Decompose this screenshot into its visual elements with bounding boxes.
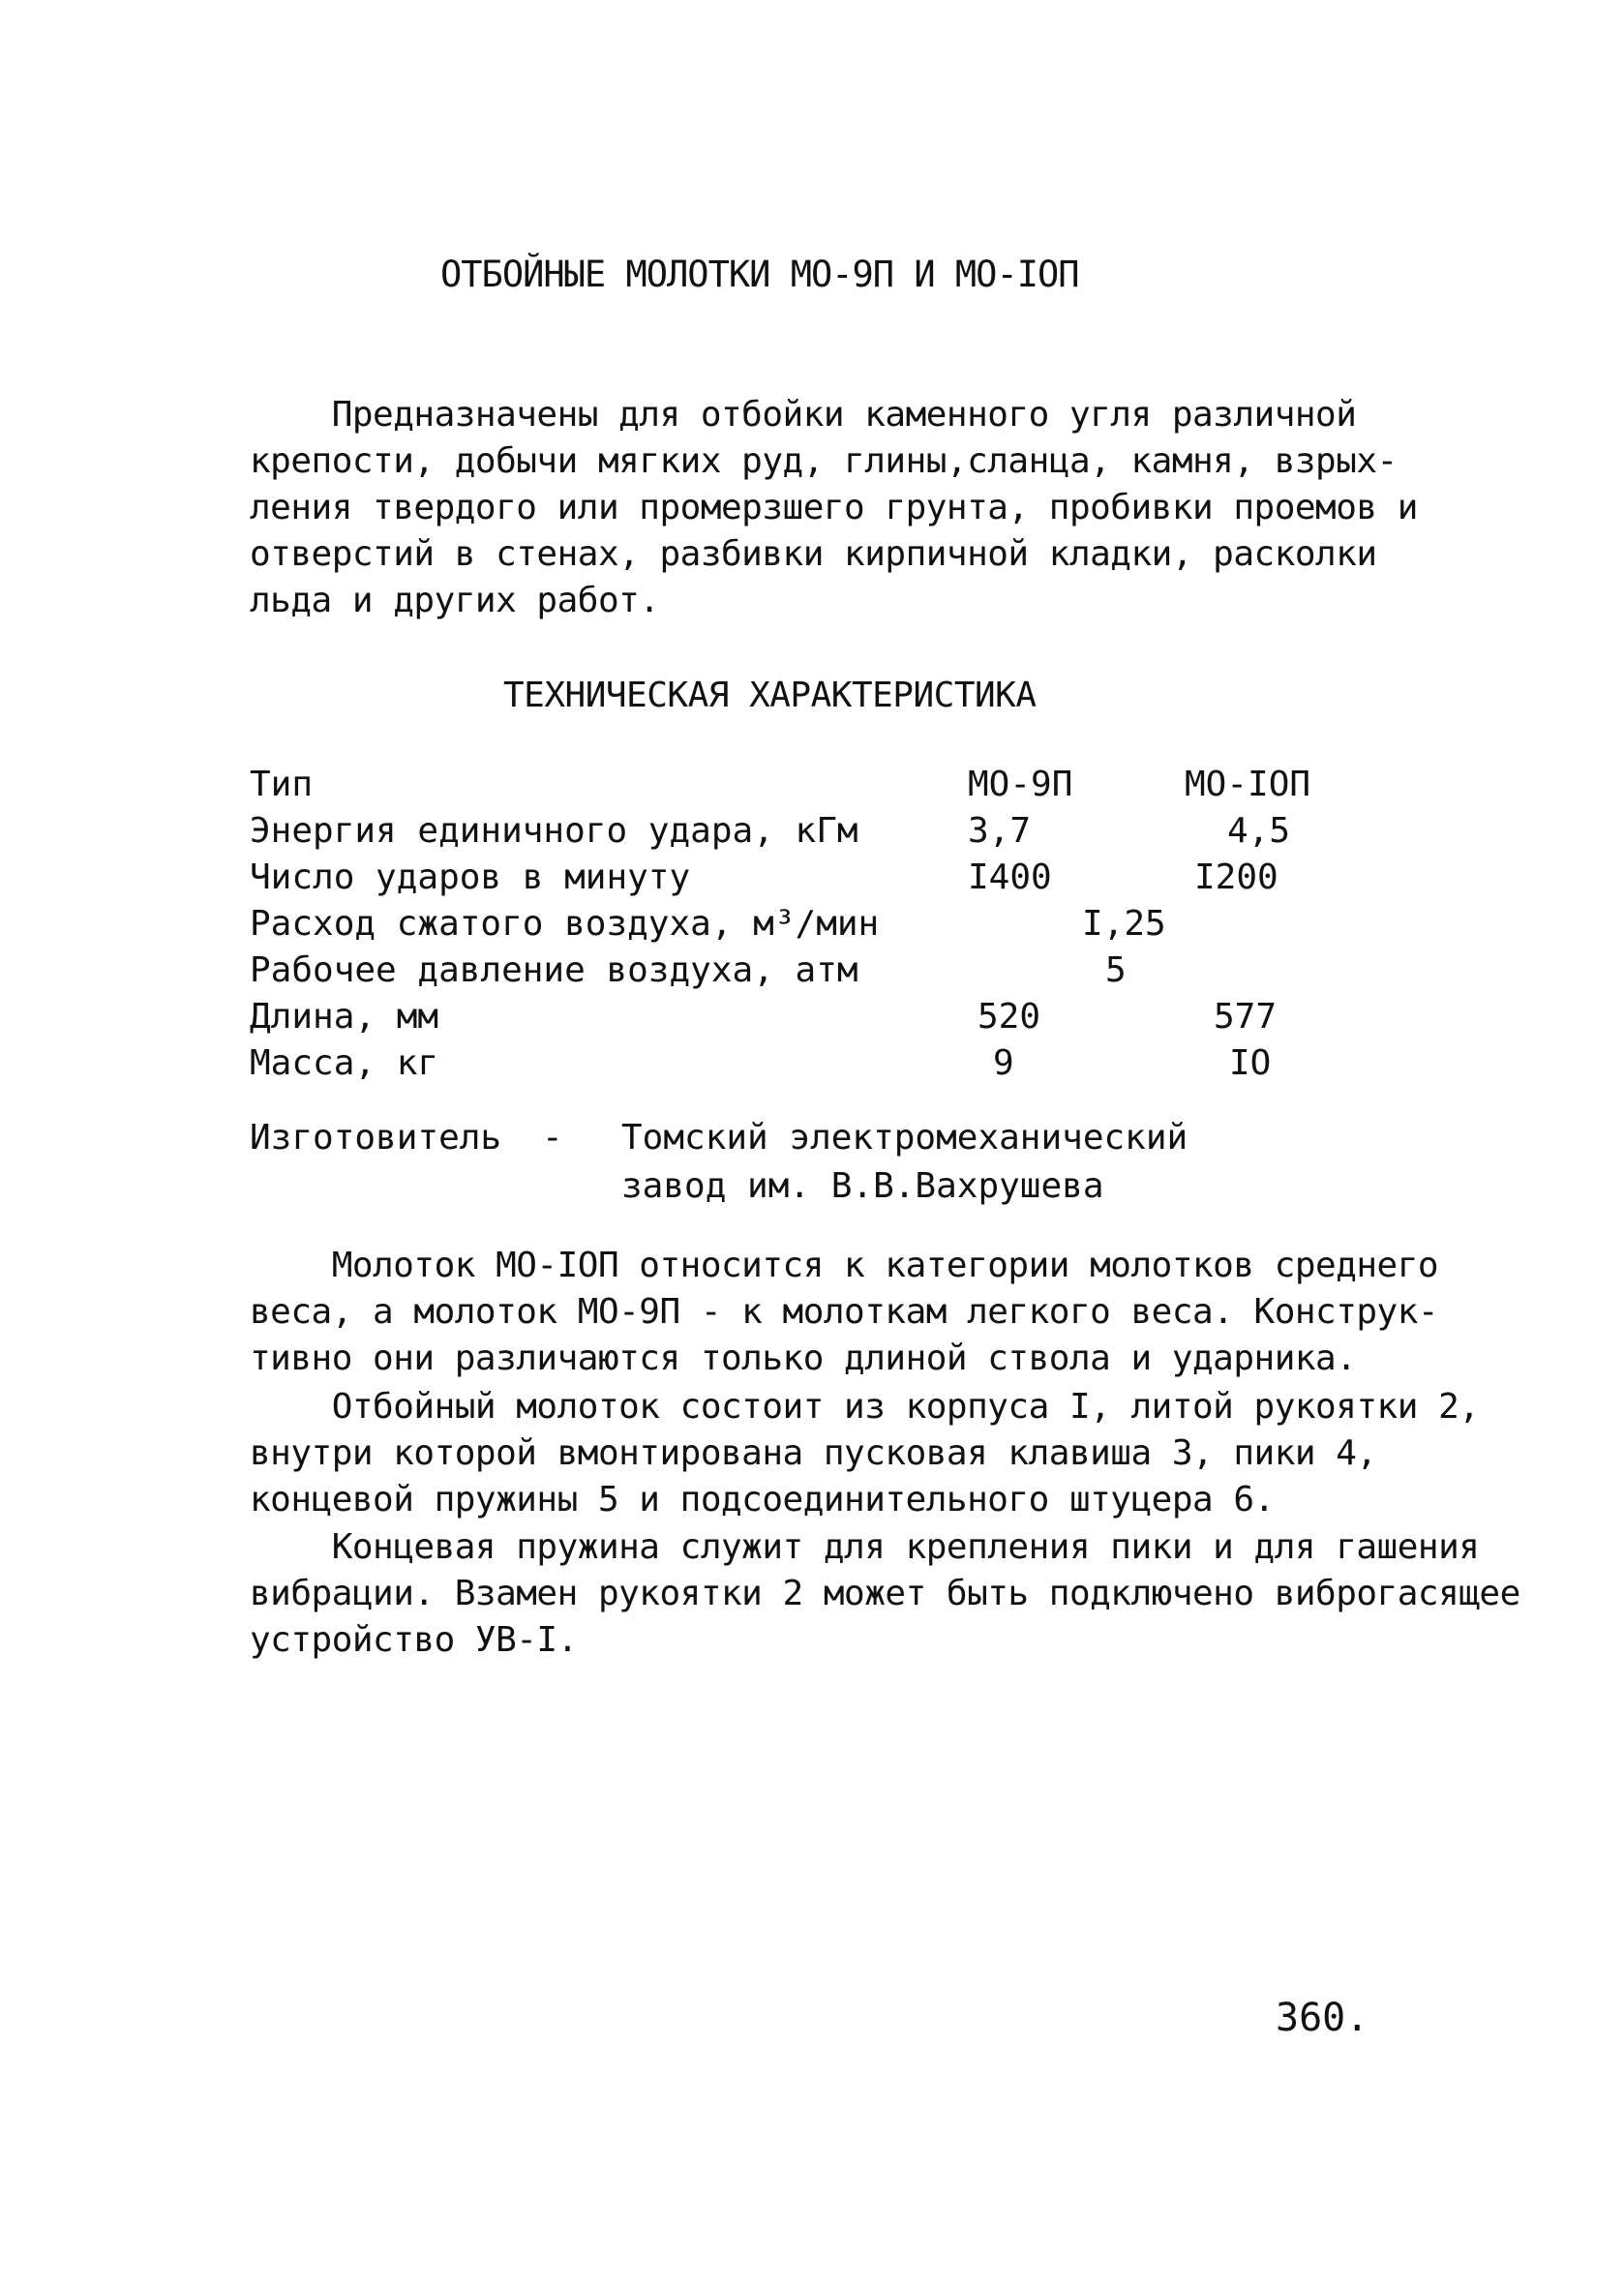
spec-value-mo10p: I200 (1194, 858, 1278, 897)
spec-row-length (250, 997, 1363, 1043)
spec-value-common: I,25 (1082, 904, 1166, 944)
page-number: 360. (1276, 1996, 1369, 2040)
spec-row-energy (250, 811, 1363, 858)
spec-label: Число ударов в минуту (250, 858, 691, 897)
spec-label: Тип (250, 765, 314, 804)
spec-label: Рабочее давление воздуха, атм (250, 950, 858, 990)
spec-value-mo9p: 520 (977, 997, 1041, 1037)
spring-paragraph: Концевая пружина служит для крепления пики и для гашения вибрации. Взамен рукоятки 2 может быть подключено виброгасящее устройство УВ-I. (250, 1527, 1520, 1660)
spec-value-mo10p: 4,5 (1227, 811, 1291, 851)
section-title: ТЕХНИЧЕСКАЯ ХАРАКТЕРИСТИКА (503, 676, 1037, 715)
spec-row-blows (250, 858, 1363, 904)
spec-row-air-consumption (250, 904, 1363, 950)
spec-row-mass (250, 1043, 1363, 1090)
spec-value-mo9p: 9 (993, 1043, 1014, 1083)
spec-value-mo10p: МО-IОП (1185, 765, 1311, 804)
spec-row-type (250, 765, 1363, 811)
spec-row-pressure (250, 950, 1363, 997)
spec-label: Расход сжатого воздуха, м³/мин (250, 904, 880, 944)
spec-value-mo10p: IO (1229, 1043, 1272, 1083)
composition-paragraph: Отбойный молоток состоит из корпуса I, литой рукоятки 2, внутри которой вмонтирована пусковая клавиша 3, пики 4, концевой пружины 5 и подсоединительного штуцера 6. (250, 1387, 1480, 1520)
document-title: ОТБОЙНЫЕ МОЛОТКИ МО-9П И МО-IОП (440, 254, 1079, 295)
spec-label: Длина, мм (250, 997, 439, 1037)
spec-value-mo9p: I400 (968, 858, 1052, 897)
spec-value-mo9p: МО-9П (968, 765, 1073, 804)
manufacturer-label: Изготовитель (250, 1118, 502, 1158)
spec-label: Энергия единичного удара, кГм (250, 811, 858, 851)
intro-paragraph: Предназначены для отбойки каменного угля различной крепости, добычи мягких руд, глины,сланца, камня, взрых- ления твердого или промерзшего грунта, пробивки проемов и отверстий в стенах, разбивки кирпичной кладки, расколки льда и других работ. (250, 395, 1418, 620)
spec-value-mo10p: 577 (1214, 997, 1278, 1037)
spec-label: Масса, кг (250, 1043, 439, 1083)
manufacturer-name-line1: Томский электромеханический (621, 1118, 1188, 1158)
spec-value-mo9p: 3,7 (968, 811, 1032, 851)
weight-class-paragraph: Молоток МО-IОП относится к категории молотков среднего веса, а молоток МО-9П - к молоткам легкого веса. Конструк- тивно они различаются только длиной ствола и ударника. (250, 1246, 1439, 1378)
manufacturer-dash: - (542, 1118, 563, 1158)
spec-value-common: 5 (1105, 950, 1127, 990)
manufacturer-name-line2: завод им. В.В.Вахрушева (621, 1166, 1104, 1206)
